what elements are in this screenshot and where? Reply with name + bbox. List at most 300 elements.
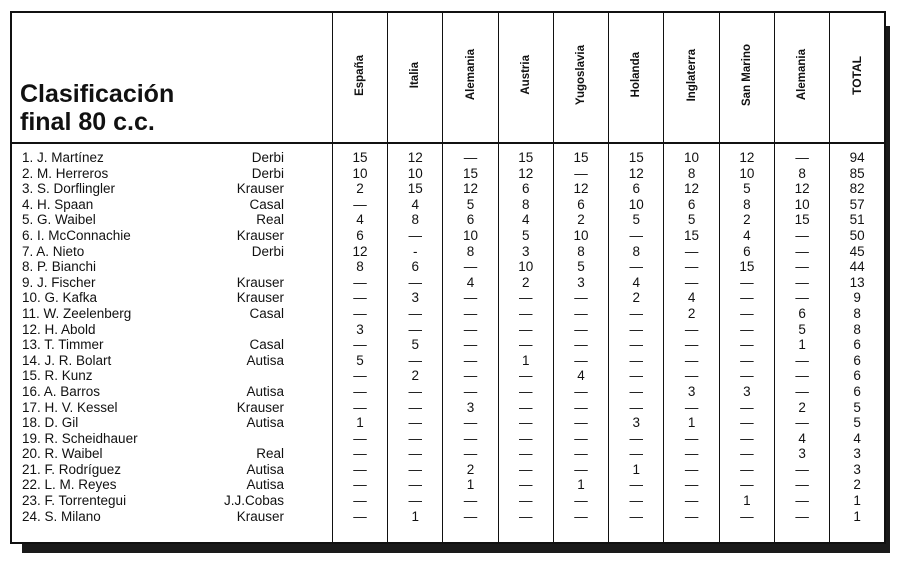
score-cell: — [574, 321, 588, 337]
score-cell: — [795, 493, 809, 509]
score-cell: — [463, 446, 478, 462]
score-cell: — [353, 446, 367, 462]
rider-name: 19. R. Scheidhauer [22, 430, 138, 446]
score-cell: — [463, 508, 478, 524]
score-cell: — [463, 290, 478, 306]
race-header-label: Alemania [464, 49, 477, 101]
score-cell: — [463, 337, 478, 353]
rider-team: Autisa [246, 352, 284, 368]
rider-row [22, 368, 332, 384]
score-cell: 3 [522, 243, 530, 259]
rider-team: Krauser [236, 181, 284, 197]
score-cell: 3 [632, 415, 641, 431]
rider-row [22, 400, 332, 416]
score-cell: — [463, 383, 478, 399]
score-cell: — [408, 274, 422, 290]
rider-team [222, 431, 284, 447]
race-header-label: España [353, 54, 366, 96]
total-cell: 5 [853, 399, 861, 415]
race-score-column [388, 143, 443, 542]
score-cell: 6 [356, 227, 364, 243]
score-cell: 1 [632, 461, 641, 477]
rider-name: 13. T. Timmer [22, 337, 104, 353]
score-cell: — [408, 415, 422, 431]
rider-row [22, 306, 332, 322]
total-cell: 4 [853, 430, 861, 446]
score-cell: 15 [352, 150, 368, 165]
score-cell: — [353, 368, 367, 384]
total-cell: 9 [853, 290, 861, 306]
rider-team: Derbi [251, 165, 284, 181]
rider-team: Autisa [246, 383, 284, 399]
score-cell: — [519, 493, 533, 509]
total-cell: 6 [853, 352, 861, 368]
rider-name: 22. L. M. Reyes [22, 477, 117, 493]
total-column [830, 143, 884, 542]
rider-row [22, 446, 332, 462]
rider-name: 1. J. Martínez [22, 150, 104, 165]
total-cell: 1 [853, 508, 861, 524]
score-cell: — [519, 446, 533, 462]
score-cell: 12 [628, 165, 644, 181]
rider-row [22, 228, 332, 244]
score-cell: — [740, 461, 754, 477]
race-header-label: Austria [519, 55, 532, 95]
score-cell: 8 [356, 259, 364, 275]
race-header [498, 13, 553, 143]
score-cell: — [353, 305, 367, 321]
score-cell: — [684, 368, 699, 384]
score-cell: — [463, 305, 478, 321]
score-cell: — [463, 493, 478, 509]
score-cell: — [353, 493, 367, 509]
score-cell: — [519, 290, 533, 306]
score-cell: — [684, 352, 699, 368]
score-cell: — [795, 368, 809, 384]
score-cell: 4 [798, 430, 806, 446]
total-cell: 3 [853, 446, 861, 462]
score-cell: — [795, 383, 809, 399]
total-cell: 57 [849, 196, 865, 212]
score-cell: — [740, 446, 754, 462]
score-cell: — [740, 508, 754, 524]
rider-row [22, 244, 332, 260]
score-cell: 1 [522, 352, 530, 368]
race-header-label: Inglaterra [685, 48, 698, 102]
score-cell: 12 [739, 150, 755, 165]
race-score-column [443, 143, 498, 542]
race-score-column [498, 143, 553, 542]
score-cell: 5 [411, 337, 419, 353]
score-cell: 4 [356, 212, 364, 228]
race-header-label: Holanda [630, 52, 643, 98]
rider-team: Krauser [236, 399, 284, 415]
race-header [719, 13, 774, 143]
score-cell: — [408, 493, 422, 509]
score-cell: 15 [794, 212, 810, 228]
score-cell: 12 [352, 243, 368, 259]
score-cell: — [629, 493, 644, 509]
score-cell: 6 [798, 305, 806, 321]
score-cell: — [574, 415, 588, 431]
score-cell: 8 [466, 243, 475, 259]
score-cell: 12 [407, 150, 423, 165]
score-cell: 12 [794, 181, 810, 197]
rider-name: 24. S. Milano [22, 508, 101, 524]
score-cell: 4 [632, 274, 641, 290]
rider-row [22, 150, 332, 166]
score-cell: 3 [411, 290, 419, 306]
rider-team: Krauser [236, 227, 284, 243]
score-cell: — [684, 243, 699, 259]
score-cell: — [519, 415, 533, 431]
score-cell: 4 [411, 196, 419, 212]
score-cell: — [408, 461, 422, 477]
score-cell: — [795, 461, 809, 477]
race-header-label: Yugoslavia [575, 44, 588, 106]
rider-row [22, 259, 332, 275]
rider-column [12, 143, 332, 542]
score-cell: — [684, 274, 699, 290]
race-header [664, 13, 719, 143]
score-cell: 6 [411, 259, 419, 275]
rider-team: Krauser [236, 508, 284, 524]
score-cell: — [574, 430, 588, 446]
score-cell: 2 [743, 212, 751, 228]
score-cell: — [353, 337, 367, 353]
score-cell: — [574, 383, 588, 399]
score-cell: — [353, 399, 367, 415]
score-cell: 8 [411, 212, 419, 228]
score-cell: 5 [632, 212, 641, 228]
score-cell: 6 [577, 196, 585, 212]
score-cell: — [795, 259, 809, 275]
score-cell: 1 [411, 508, 419, 524]
total-cell: 44 [849, 259, 865, 275]
rider-row [22, 353, 332, 369]
score-cell: — [629, 430, 644, 446]
score-cell: — [629, 227, 644, 243]
score-cell: — [408, 446, 422, 462]
score-cell: — [629, 508, 644, 524]
score-cell: — [795, 243, 809, 259]
score-cell: — [574, 352, 588, 368]
total-cell: 82 [849, 181, 865, 197]
score-cell: — [740, 290, 754, 306]
score-cell: — [740, 352, 754, 368]
score-cell: — [684, 508, 699, 524]
score-cell: 1 [356, 415, 364, 431]
rider-row [22, 275, 332, 291]
total-cell: 6 [853, 368, 861, 384]
score-cell: — [740, 368, 754, 384]
total-cell: 94 [849, 150, 865, 165]
header-row [12, 13, 884, 143]
score-cell: — [740, 274, 754, 290]
score-cell: — [519, 477, 533, 493]
score-cell: — [684, 446, 699, 462]
score-cell: — [795, 150, 809, 165]
score-cell: — [629, 477, 644, 493]
score-cell: 10 [407, 165, 423, 181]
race-header [332, 13, 387, 143]
score-cell: 5 [522, 227, 530, 243]
score-cell: — [463, 368, 478, 384]
race-header [774, 13, 829, 143]
total-header [830, 13, 884, 143]
rider-team: Autisa [246, 461, 284, 477]
total-cell: 8 [853, 321, 861, 337]
score-cell: 10 [462, 227, 479, 243]
score-cell: — [574, 493, 588, 509]
score-cell: — [353, 196, 367, 212]
race-score-column [774, 143, 829, 542]
total-cell: 85 [849, 165, 865, 181]
score-cell: 5 [798, 321, 806, 337]
rider-row [22, 415, 332, 431]
score-cell: 15 [573, 150, 589, 165]
race-header-label: San Marino [740, 44, 753, 106]
score-cell: 3 [466, 399, 475, 415]
score-cell: 15 [684, 227, 700, 243]
rider-name: 15. R. Kunz [22, 368, 93, 384]
score-cell: 6 [522, 181, 530, 197]
rider-name: 7. A. Nieto [22, 243, 85, 259]
rider-row [22, 166, 332, 182]
total-cell: 1 [853, 493, 861, 509]
score-cell: 15 [407, 181, 423, 197]
score-cell: — [353, 477, 367, 493]
score-cell: — [408, 227, 422, 243]
rider-team: J.J.Cobas [223, 493, 284, 509]
race-score-column [664, 143, 719, 542]
rider-row [22, 384, 332, 400]
score-cell: — [629, 352, 644, 368]
score-cell: 10 [628, 196, 644, 212]
score-cell: — [574, 290, 588, 306]
rider-team [222, 368, 284, 384]
score-cell: — [574, 446, 588, 462]
score-cell: 8 [798, 165, 806, 181]
score-cell: 2 [522, 274, 530, 290]
score-cell: — [519, 430, 533, 446]
race-header [609, 13, 664, 143]
score-cell: - [412, 243, 418, 259]
score-cell: 10 [573, 227, 589, 243]
score-cell: — [519, 383, 533, 399]
score-cell: — [684, 493, 699, 509]
score-cell: — [574, 337, 588, 353]
score-cell: — [408, 399, 422, 415]
score-cell: — [574, 165, 588, 181]
rider-row [22, 197, 332, 213]
score-cell: — [684, 337, 699, 353]
rider-team: Krauser [236, 290, 284, 306]
score-cell: — [629, 259, 644, 275]
rider-name: 4. H. Spaan [22, 196, 94, 212]
page-title: Clasificación final 80 c.c. [20, 80, 175, 136]
race-header [553, 13, 608, 143]
score-cell: 8 [687, 165, 696, 181]
score-cell: — [574, 508, 588, 524]
total-cell: 50 [849, 227, 865, 243]
rider-team: Autisa [246, 477, 284, 493]
score-cell: — [574, 305, 588, 321]
score-cell: 4 [577, 368, 585, 384]
score-cell: 2 [687, 305, 696, 321]
race-score-column [553, 143, 608, 542]
score-cell: — [740, 415, 754, 431]
score-cell: — [684, 259, 699, 275]
race-header [443, 13, 498, 143]
score-cell: — [795, 227, 809, 243]
score-cell: — [408, 352, 422, 368]
score-cell: — [629, 399, 644, 415]
score-cell: 6 [632, 181, 641, 197]
score-cell: — [795, 415, 809, 431]
rider-name: 5. G. Waibel [22, 212, 96, 228]
score-cell: 4 [743, 227, 751, 243]
rider-name: 14. J. R. Bolart [22, 352, 112, 368]
score-cell: 1 [798, 337, 806, 353]
score-cell: 15 [739, 259, 755, 275]
score-cell: 8 [522, 196, 530, 212]
rider-row [22, 431, 332, 447]
score-cell: — [353, 290, 367, 306]
score-cell: 6 [743, 243, 751, 259]
score-cell: — [353, 430, 367, 446]
score-cell: 5 [466, 196, 475, 212]
rider-row [22, 337, 332, 353]
score-cell: 5 [577, 259, 585, 275]
score-cell: — [463, 415, 478, 431]
score-cell: — [574, 399, 588, 415]
race-header-label: Italia [409, 61, 422, 89]
rider-team: Derbi [251, 243, 284, 259]
score-cell: 4 [466, 274, 475, 290]
score-cell: 12 [684, 181, 700, 197]
rider-team: Autisa [246, 415, 284, 431]
score-cell: 2 [577, 212, 585, 228]
score-cell: — [740, 305, 754, 321]
score-cell: — [795, 508, 809, 524]
score-cell: — [629, 368, 644, 384]
rider-row [22, 477, 332, 493]
rider-row [22, 462, 332, 478]
score-cell: 2 [356, 181, 364, 197]
score-cell: — [408, 430, 422, 446]
score-cell: — [408, 477, 422, 493]
score-cell: 1 [687, 415, 696, 431]
score-cell: 5 [743, 181, 751, 197]
rider-team: Krauser [236, 274, 284, 290]
score-cell: — [795, 477, 809, 493]
score-cell: — [519, 368, 533, 384]
rider-team [222, 322, 284, 338]
score-cell: — [519, 305, 533, 321]
rider-name: 16. A. Barros [22, 383, 101, 399]
score-cell: — [740, 430, 754, 446]
score-cell: 10 [684, 150, 700, 165]
rider-team: Derbi [251, 150, 284, 165]
score-cell: 10 [739, 165, 755, 181]
rider-team: Real [256, 446, 284, 462]
rider-name: 18. D. Gil [22, 415, 79, 431]
score-cell: — [463, 150, 478, 165]
score-cell: — [684, 461, 699, 477]
rider-name: 2. M. Herreros [22, 165, 109, 181]
rider-team: Casal [249, 305, 284, 321]
rider-team: Casal [249, 196, 284, 212]
score-cell: — [519, 461, 533, 477]
score-cell: 2 [798, 399, 806, 415]
score-cell: 10 [518, 259, 534, 275]
rider-name: 20. R. Waibel [22, 446, 103, 462]
score-cell: 1 [466, 477, 475, 493]
rider-row [22, 290, 332, 306]
score-cell: 6 [687, 196, 696, 212]
score-cell: — [629, 321, 644, 337]
score-cell: 15 [628, 150, 644, 165]
rider-name: 12. H. Abold [22, 321, 96, 337]
rider-team: Real [256, 212, 284, 228]
score-cell: 5 [687, 212, 696, 228]
score-cell: — [519, 508, 533, 524]
total-cell: 6 [853, 383, 861, 399]
score-cell: 12 [462, 181, 479, 197]
rider-row [22, 493, 332, 509]
score-cell: 3 [687, 383, 696, 399]
score-cell: 2 [466, 461, 475, 477]
score-cell: — [463, 321, 478, 337]
rider-name: 10. G. Kafka [22, 290, 98, 306]
score-cell: 15 [518, 150, 534, 165]
rider-row [22, 322, 332, 338]
score-cell: 1 [743, 493, 751, 509]
score-cell: 3 [798, 446, 806, 462]
score-cell: — [519, 321, 533, 337]
rider-name: 17. H. V. Kessel [22, 399, 118, 415]
score-cell: — [740, 477, 754, 493]
total-cell: 51 [849, 212, 865, 228]
score-cell: — [740, 399, 754, 415]
rider-row [22, 212, 332, 228]
rider-name: 21. F. Rodríguez [22, 461, 122, 477]
score-cell: — [795, 290, 809, 306]
total-cell: 8 [853, 305, 861, 321]
rider-name: 11. W. Zeelenberg [22, 305, 132, 321]
score-cell: — [353, 274, 367, 290]
score-cell: 15 [462, 165, 479, 181]
score-cell: — [519, 337, 533, 353]
body-row [12, 143, 884, 542]
total-cell: 3 [853, 461, 861, 477]
score-cell: — [353, 461, 367, 477]
score-cell: — [740, 337, 754, 353]
score-cell: 6 [466, 212, 475, 228]
rider-name: 23. F. Torrentegui [22, 493, 127, 509]
total-cell: 6 [853, 337, 861, 353]
rider-name: 9. J. Fischer [22, 274, 96, 290]
score-cell: 2 [632, 290, 641, 306]
score-cell: — [408, 321, 422, 337]
rider-name: 3. S. Dorflingler [22, 181, 116, 197]
rider-team [222, 259, 284, 275]
score-cell: — [629, 383, 644, 399]
score-cell: 3 [743, 383, 751, 399]
total-header-label: TOTAL [850, 55, 865, 95]
race-score-column [609, 143, 664, 542]
